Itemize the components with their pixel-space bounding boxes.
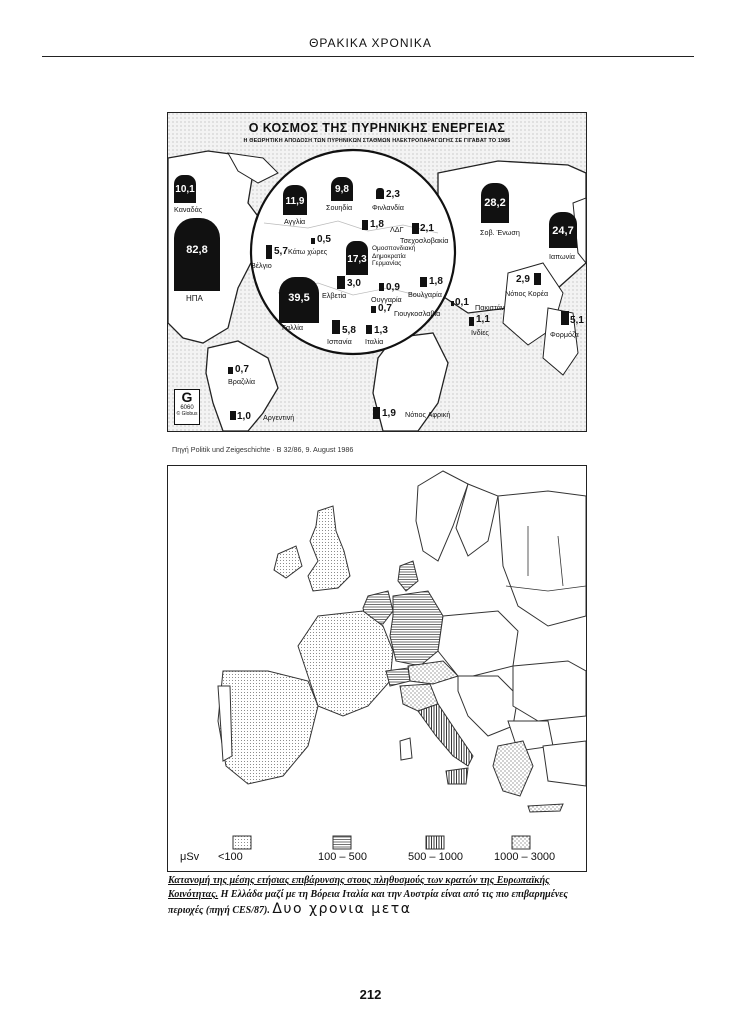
page-number: 212 [359,987,382,1002]
label-argentina: Αργεντινή [263,413,295,422]
label-usa: ΗΠΑ [186,294,203,303]
value-india: 1,1 [476,314,490,325]
bar-czechoslovakia [412,223,419,234]
bar-hungary [379,283,384,291]
value-frg: 17,3 [347,254,367,265]
globus-logo [174,389,200,425]
europe-map-svg [168,466,586,871]
value-pakistan: 0,1 [455,297,469,308]
value-south-africa: 1,9 [382,408,396,419]
label-south-africa: Νότιος Αφρική [405,410,451,419]
infographic-source: Πηγή Politik und Zeigeschichte · B 32/86, 9. August 1986 [172,445,354,454]
legend-swatch-1000-3000 [512,836,530,849]
value-canada: 10,1 [175,184,195,195]
bar-south-africa [373,407,380,419]
label-frg: Ομοσπονδιακή Δημοκρατία Γερμανίας [372,245,416,267]
value-yugoslavia: 0,7 [378,303,392,314]
value-brazil: 0,7 [235,364,249,375]
legend-label-3: 500 – 1000 [408,851,464,863]
label-ussr: Σοβ. Ένωση [480,228,520,237]
legend-label-4: 1000 – 3000 [494,851,556,863]
bar-bulgaria [420,277,427,287]
label-japan: Ιαπωνία [549,252,575,261]
logo-credit: © Globus [176,411,198,417]
value-ussr: 28,2 [484,197,506,209]
value-south-korea: 2,9 [516,274,530,285]
label-gdr: ΛΔΓ [390,225,404,234]
value-sweden: 9,8 [335,184,349,195]
label-sweden: Σουηδία [326,203,353,212]
value-belgium: 5,7 [274,246,288,257]
value-switzerland: 3,0 [347,278,361,289]
caption-part-1: Κατανομή της μέσης ετήσιας επιβάρυνσης στους πληθυσμούς των κρατών της Ευρωπαϊκής Κοινότητας. [168,875,550,900]
infographic-title: Ο ΚΟΣΜΟΣ ΤΗΣ ΠΥΡΗΝΙΚΗΣ ΕΝΕΡΓΕΙΑΣ [248,121,506,135]
label-finland: Φινλανδία [372,203,404,212]
label-england: Αγγλία [284,217,306,226]
legend-swatch-500-1000 [426,836,444,849]
header-rule [42,56,694,57]
label-czechoslovakia: Τσεχοσλοβακία [400,236,449,245]
bar-belgium [266,245,272,259]
value-formosa: 5,1 [570,315,584,326]
label-spain: Ισπανία [327,337,352,346]
label-france: Γαλλία [282,323,304,332]
value-gdr: 1,8 [370,219,384,230]
map-caption [168,874,593,918]
handwritten-note: Δυο χρονια μετα [272,901,412,917]
bar-south-korea [534,273,541,285]
label-italy: Ιταλία [365,337,384,346]
label-yugoslavia: Γιουγκοσλαβία [394,309,441,318]
logo-code: 6060 [180,405,194,411]
value-england: 11,9 [285,196,305,207]
logo-letter: G [181,389,193,405]
legend-unit: μSv [180,851,200,863]
infographic-subtitle: Η ΘΕΩΡΗΤΙΚΗ ΑΠΟΔΟΣΗ ΤΩΝ ΠΥΡΗΝΙΚΩΝ ΣΤΑΘΜΩΝ ΗΛΕΚΤΡΟΠΑΡΑΓΩΓΗΣ ΣΕ ΓΙΓΑΒΑΤ ΤΟ 1985 [243,138,511,144]
label-india: Ινδίες [471,328,489,337]
bar-spain [332,320,340,334]
running-header: ΘΡΑΚΙΚΑ ΧΡΟΝΙΚΑ [309,36,432,50]
bar-yugoslavia [371,306,376,313]
nuclear-energy-infographic [167,112,587,432]
bar-netherlands [311,238,315,244]
bar-pakistan [451,301,454,306]
legend-label-1: <100 [218,851,243,863]
value-argentina: 1,0 [237,411,251,422]
value-japan: 24,7 [552,225,574,237]
value-italy: 1,3 [374,325,388,336]
europe-dose-map [167,465,587,872]
value-finland: 2,3 [386,189,400,200]
value-spain: 5,8 [342,325,356,336]
label-canada: Καναδάς [174,205,203,214]
label-bulgaria: Βουλγαρία [408,290,442,299]
value-usa: 82,8 [186,244,208,256]
value-bulgaria: 1,8 [429,276,443,287]
label-hungary: Ουγγαρία [371,295,402,304]
label-netherlands: Κάτω χώρες [288,247,328,256]
label-south-korea: Νότιος Κορέα [505,289,549,298]
bar-finland [376,188,384,199]
bar-italy [366,325,372,334]
value-hungary: 0,9 [386,282,400,293]
bar-argentina [230,411,236,420]
legend-swatch-100-500 [333,836,351,849]
bar-formosa [561,311,569,325]
value-czechoslovakia: 2,1 [420,223,434,234]
bar-india [469,317,474,326]
legend-swatch-lt100 [233,836,251,849]
legend-label-2: 100 – 500 [318,851,367,863]
bar-brazil [228,367,233,374]
value-france: 39,5 [288,292,310,304]
label-formosa: Φορμόζα [550,330,579,339]
value-netherlands: 0,5 [317,234,331,245]
bar-switzerland [337,276,345,289]
label-brazil: Βραζιλία [228,377,256,386]
bar-gdr [362,220,368,230]
label-pakistan: Πακιστάν [475,303,505,312]
label-belgium: Βέλγιο [251,261,272,270]
caption-part-2: Η Ελλάδα μαζί με τη Βόρεια Ιταλία και την Αυστρία είναι από τις πιο επιβαρημένες περιοχές (πηγή CES/87). [168,889,568,916]
label-switzerland: Ελβετία [322,291,347,300]
